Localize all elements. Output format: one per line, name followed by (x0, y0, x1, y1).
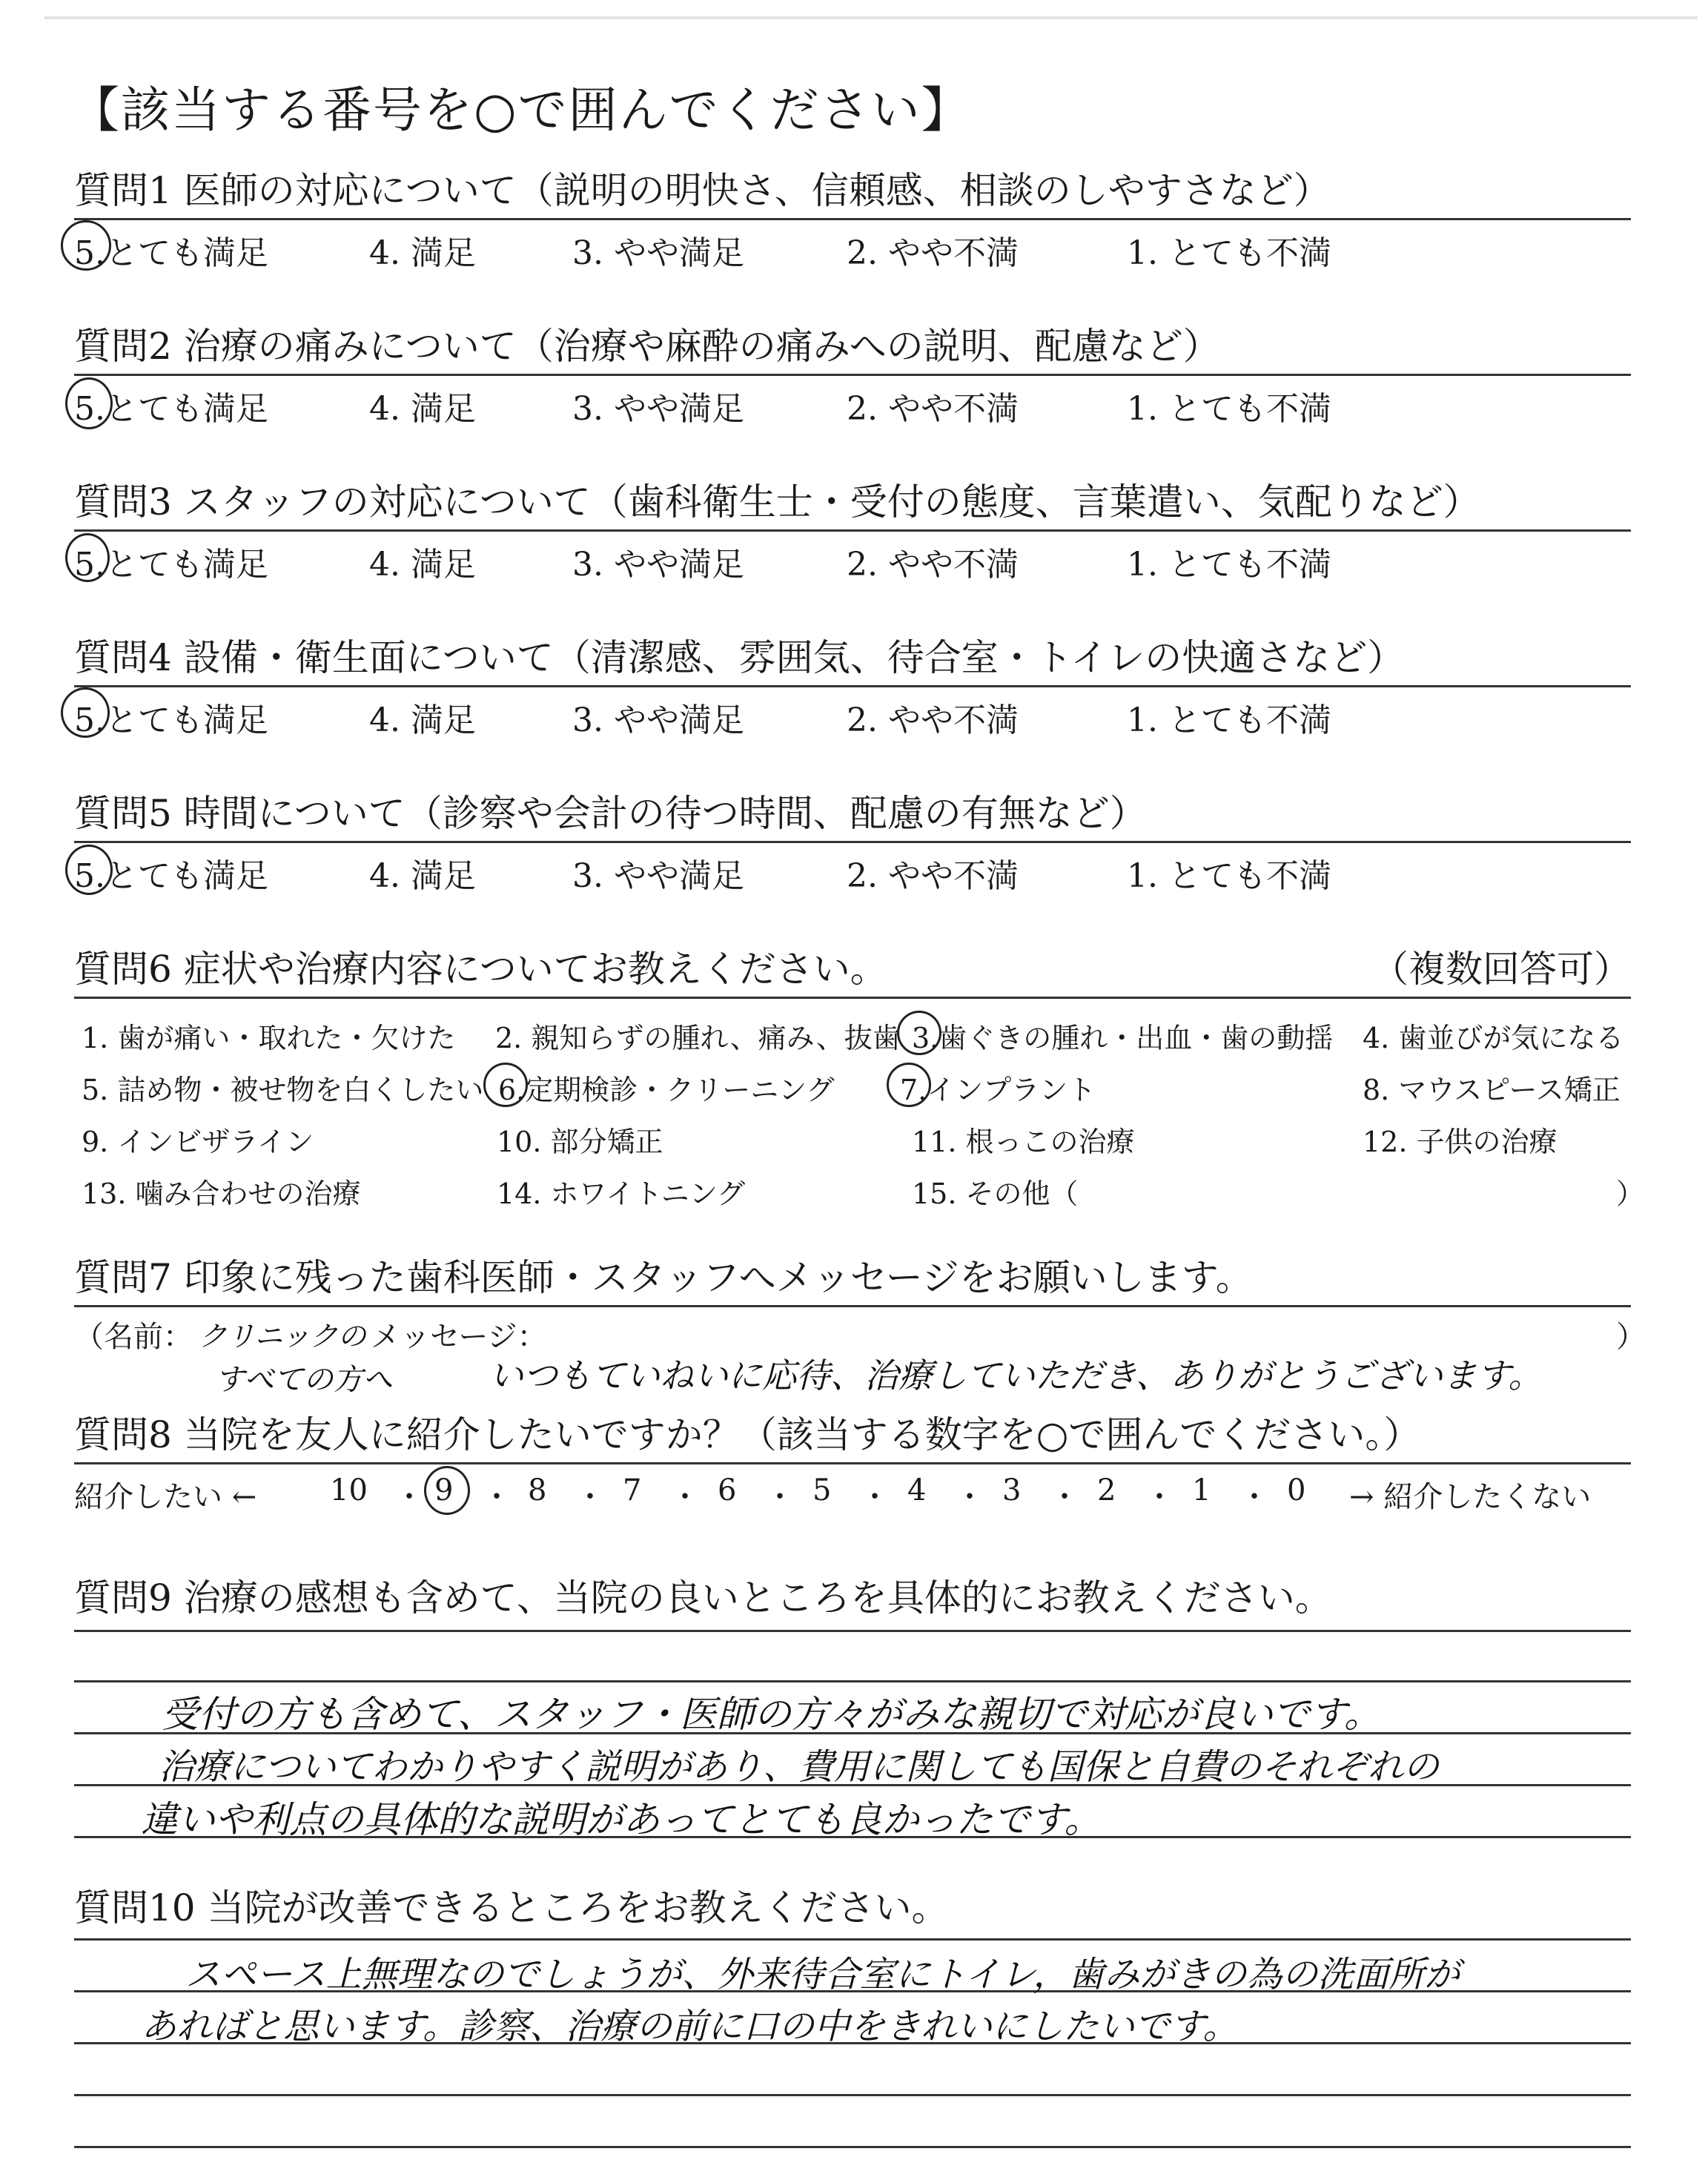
selection-circle (424, 1466, 470, 1515)
answer-line (74, 1680, 1631, 1682)
question-1 (74, 165, 1631, 272)
symptom-9[interactable]: 9. インビザライン (82, 1126, 314, 1158)
handwritten-name-1: クリニックの (199, 1320, 366, 1353)
question-title: 質問5 時間について（診察や会計の待つ時間、配慮の有無など） (74, 792, 1147, 835)
symptom-5[interactable]: 5. 詰め物・被せ物を白くしたい (82, 1074, 484, 1106)
scale-dot: ・ (765, 1480, 795, 1514)
handwritten-message: いつもていねいに応待、治療していただき、ありがとうございます。 (489, 1355, 1543, 1396)
q10-answer-line-2: あればと思います。診察、治療の前に口の中をきれいにしたいです。 (141, 2006, 1239, 2047)
scale-7[interactable]: 7 (623, 1473, 642, 1507)
question-6 (74, 943, 1645, 1214)
scale-5[interactable]: 5 (812, 1473, 832, 1507)
answer-line (74, 2094, 1631, 2096)
question-10 (74, 1882, 1631, 1934)
rating-options (74, 687, 1631, 739)
question-title: 質問4 設備・衛生面について（清潔感、雰囲気、待合室・トイレの快適さなど） (74, 636, 1405, 679)
scale-4[interactable]: 4 (907, 1473, 927, 1507)
q9-answer-line-3: 違いや利点の具体的な説明があってとても良かったです。 (141, 1798, 1102, 1841)
q9-answer-line-1: 受付の方も含めて、スタッフ・医師の方々がみな親切で対応が良いです。 (162, 1693, 1381, 1736)
symptom-8[interactable]: 8. マウスピース矯正 (1363, 1074, 1621, 1106)
option-1[interactable]: 1. とても不満 (1127, 546, 1331, 584)
scale-dot: ・ (1050, 1480, 1079, 1514)
scale-6[interactable]: 6 (718, 1473, 737, 1507)
selection-circle (887, 1063, 931, 1107)
selection-circle (65, 533, 110, 582)
question-title (74, 943, 1631, 995)
scale-10[interactable]: 10 (330, 1473, 368, 1507)
symptom-11[interactable]: 11. 根っこの治療 (912, 1126, 1135, 1158)
question-title: 質問1 医師の対応について（説明の明快さ、信頼感、相談のしやすさなど） (74, 169, 1331, 212)
symptom-4[interactable]: 4. 歯並びが気になる (1363, 1022, 1624, 1054)
symptom-10[interactable]: 10. 部分矯正 (497, 1126, 663, 1158)
option-4[interactable]: 4. 満足 (369, 390, 476, 428)
q10-answer-line-1: スペース上無理なのでしょうが、外来待合室にトイレ，歯みがきの為の洗面所が (185, 1954, 1460, 1995)
scale-left-label: 紹介したい ← (74, 1480, 257, 1514)
scale-3[interactable]: 3 (1002, 1473, 1022, 1507)
symptom-3[interactable]: 3.歯ぐきの腫れ・出血・歯の動揺 (912, 1022, 1334, 1054)
option-1[interactable]: 1. とても不満 (1127, 234, 1331, 272)
option-4[interactable]: 4. 満足 (369, 546, 476, 584)
symptom-1[interactable]: 1. 歯が痛い・取れた・欠けた (82, 1022, 456, 1054)
scale-dot: ・ (575, 1480, 605, 1514)
recommend-scale (74, 1464, 1631, 1516)
question-4 (74, 632, 1631, 739)
option-4[interactable]: 4. 満足 (369, 234, 476, 272)
message-label: メッセージ： (371, 1320, 547, 1354)
symptom-13[interactable]: 13. 噛み合わせの治療 (82, 1178, 361, 1210)
symptom-grid (74, 999, 1645, 1214)
question-title: 質問9 治療の感想も含めて、当院の良いところを具体的にお教えください。 (74, 1576, 1332, 1619)
question-3 (74, 476, 1631, 584)
option-5[interactable]: 5.とても満足 (74, 701, 268, 739)
selection-circle (483, 1063, 528, 1107)
selection-circle (61, 687, 110, 738)
option-2[interactable]: 2. やや不満 (847, 701, 1019, 739)
option-4[interactable]: 4. 満足 (369, 857, 476, 895)
selection-circle (65, 377, 113, 429)
option-5[interactable]: 5.とても満足 (74, 857, 268, 895)
option-5[interactable]: 5.とても満足 (74, 390, 268, 428)
selection-circle (65, 845, 113, 895)
question-8 (74, 1409, 1631, 1516)
scale-dot: ・ (1239, 1480, 1269, 1514)
scale-dot: ・ (394, 1480, 424, 1514)
symptom-7[interactable]: 7.インプラント (900, 1074, 1096, 1106)
question-5 (74, 787, 1631, 895)
scale-2[interactable]: 2 (1097, 1473, 1116, 1507)
symptom-6[interactable]: 6.定期検診・クリーニング (498, 1074, 835, 1106)
symptom-15-close: ） (1616, 1178, 1645, 1210)
scale-dot: ・ (1145, 1480, 1174, 1514)
message-area (74, 1307, 1646, 1397)
question-title: 質問2 治療の痛みについて（治療や麻酔の痛みへの説明、配慮など） (74, 325, 1220, 368)
name-label: （名前： (74, 1320, 193, 1354)
option-3[interactable]: 3. やや満足 (572, 234, 744, 272)
scale-8[interactable]: 8 (528, 1473, 547, 1507)
scale-dot: ・ (955, 1480, 984, 1514)
question-7 (74, 1252, 1646, 1397)
option-1[interactable]: 1. とても不満 (1127, 701, 1331, 739)
handwritten-name-2: すべての方へ (215, 1363, 393, 1397)
option-4[interactable]: 4. 満足 (369, 701, 476, 739)
scale-right-label: → 紹介したくない (1349, 1480, 1592, 1514)
option-1[interactable]: 1. とても不満 (1127, 857, 1331, 895)
option-3[interactable]: 3. やや満足 (572, 857, 744, 895)
answer-line (74, 1938, 1631, 1941)
message-close: ） (1616, 1320, 1646, 1354)
scale-dot: ・ (860, 1480, 890, 1514)
question-title: 質問7 印象に残った歯科医師・スタッフへメッセージをお願いします。 (74, 1256, 1253, 1299)
option-3[interactable]: 3. やや満足 (572, 390, 744, 428)
scale-1[interactable]: 1 (1192, 1473, 1211, 1507)
rating-options (74, 220, 1631, 272)
option-1[interactable]: 1. とても不満 (1127, 390, 1331, 428)
option-2[interactable]: 2. やや不満 (847, 390, 1019, 428)
scale-dot: ・ (482, 1480, 512, 1514)
page-heading: 【該当する番号を○で囲んでください】 (70, 82, 972, 139)
rating-options (74, 376, 1631, 428)
option-2[interactable]: 2. やや不満 (847, 857, 1019, 895)
scale-dot: ・ (670, 1480, 700, 1514)
symptom-2[interactable]: 2. 親知らずの腫れ、痛み、抜歯 (495, 1022, 901, 1054)
scale-0[interactable]: 0 (1287, 1473, 1306, 1507)
question-title-text: 質問6 症状や治療内容についてお教えください。 (74, 948, 887, 991)
multiple-answers-note: （複数回答可） (1371, 948, 1631, 991)
question-2 (74, 320, 1631, 428)
scale-9[interactable]: 9 (434, 1473, 454, 1507)
option-3[interactable]: 3. やや満足 (572, 546, 744, 584)
selection-circle (61, 220, 111, 271)
option-5[interactable]: 5.とても満足 (74, 234, 268, 272)
question-9 (74, 1572, 1631, 1624)
option-3[interactable]: 3. やや満足 (572, 701, 744, 739)
answer-line (74, 2146, 1631, 2148)
option-5[interactable]: 5.とても満足 (74, 546, 268, 584)
symptom-14[interactable]: 14. ホワイトニング (497, 1178, 746, 1210)
symptom-12[interactable]: 12. 子供の治療 (1363, 1126, 1558, 1158)
top-border (44, 16, 1698, 19)
question-title: 質問8 当院を友人に紹介したいですか？（該当する数字を○で囲んでください。） (74, 1413, 1421, 1456)
symptom-15[interactable]: 15. その他（ (912, 1178, 1079, 1210)
answer-line (74, 1630, 1631, 1632)
option-2[interactable]: 2. やや不満 (847, 546, 1019, 584)
question-title: 質問3 スタッフの対応について（歯科衛生士・受付の態度、言葉遣い、気配りなど） (74, 480, 1480, 524)
rating-options (74, 532, 1631, 584)
question-title: 質問10 当院が改善できるところをお教えください。 (74, 1886, 949, 1929)
q9-answer-line-2: 治療についてわかりやすく説明があり、費用に関しても国保と自費のそれぞれの (159, 1746, 1440, 1788)
rating-options (74, 843, 1631, 895)
option-2[interactable]: 2. やや不満 (847, 234, 1019, 272)
selection-circle (897, 1011, 941, 1055)
